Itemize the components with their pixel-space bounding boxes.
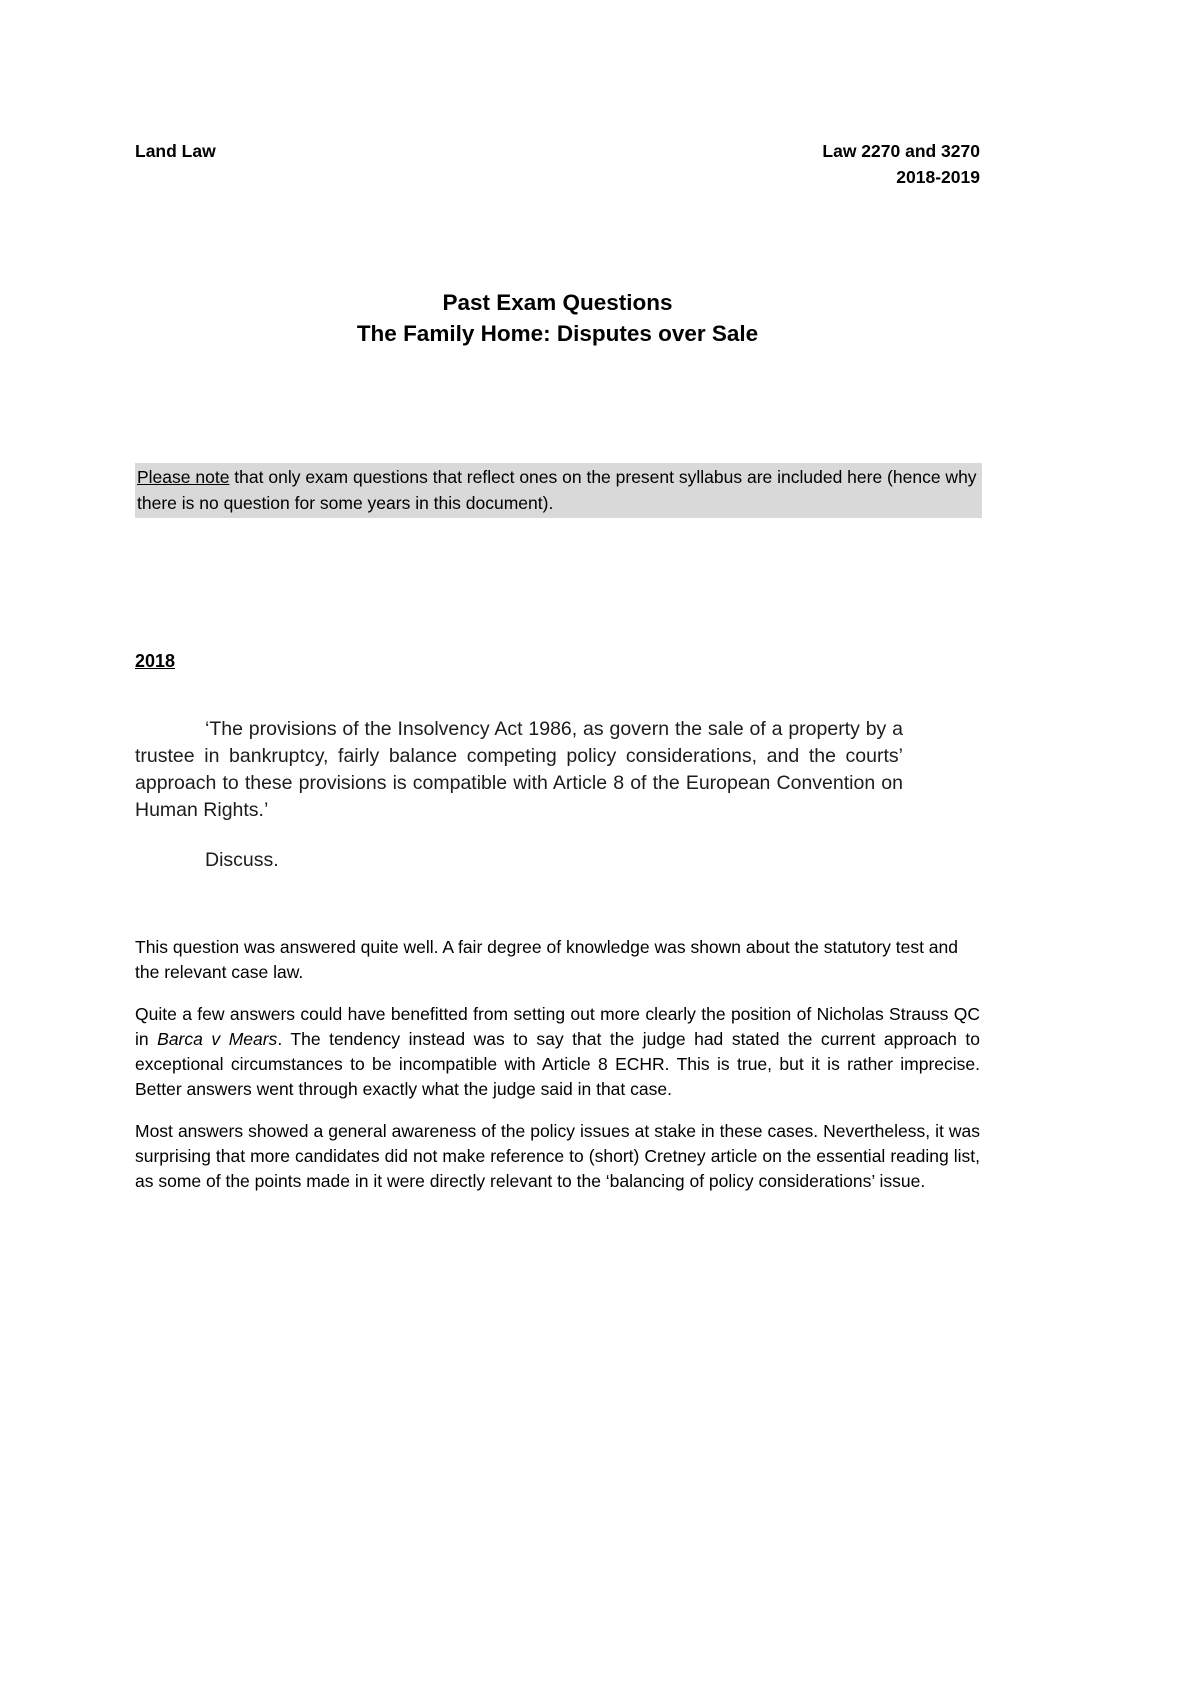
discuss-instruction: Discuss. xyxy=(205,849,279,871)
feedback-2-text-after: . The tendency instead was to say that the judge had stated the current approach to exceptional circumstances to be incompatible with Article 8 ECHR. This is true, but it is rather imprecise. Better answers went through exactly what the judge said in that case. xyxy=(135,1029,980,1099)
course-code-line1: Law 2270 and 3270 xyxy=(822,141,980,161)
title-line2: The Family Home: Disputes over Sale xyxy=(356,321,759,346)
feedback-paragraph-3: Most answers showed a general awareness of the policy issues at stake in these cases. Nevertheless, it was surprising that more candidates did not make reference to (short) Cretney article on the essential reading list, as some of the points made in it were directly relevant to the ‘balancing of policy considerations’ issue. xyxy=(135,1121,980,1191)
feedback-paragraph-1: This question was answered quite well. A fair degree of knowledge was shown about the statutory test and the relevant case law. xyxy=(135,937,958,982)
course-code-block xyxy=(822,138,980,190)
title-line1: Past Exam Questions xyxy=(442,290,673,315)
document-title xyxy=(135,287,980,349)
notice-rest: that only exam questions that reflect ones on the present syllabus are included here (hence why there is no question for some years in this document). xyxy=(137,467,977,513)
feedback-2-text-before: Quite a few answers could have benefitted from setting out more clearly the position of Nicholas Strauss QC in xyxy=(135,1004,980,1049)
case-name-italic: Barca v Mears xyxy=(157,1029,278,1049)
document-page xyxy=(135,138,980,1194)
exam-question: ‘The provisions of the Insolvency Act 1986, as govern the sale of a property by a trustee in bankruptcy, fairly balance competing policy considerations, and the courts’ approach to these provisions is compatible with Article 8 of the European Convention on Human Rights.’ xyxy=(135,718,903,821)
section-heading-2018: 2018 xyxy=(135,651,176,671)
course-title: Land Law xyxy=(135,141,216,161)
document-header xyxy=(135,138,980,190)
notice-lead: Please note xyxy=(137,467,230,487)
notice-paragraph xyxy=(135,463,982,518)
course-code-line2: 2018-2019 xyxy=(896,167,980,187)
feedback-paragraph-2 xyxy=(135,1002,980,1102)
